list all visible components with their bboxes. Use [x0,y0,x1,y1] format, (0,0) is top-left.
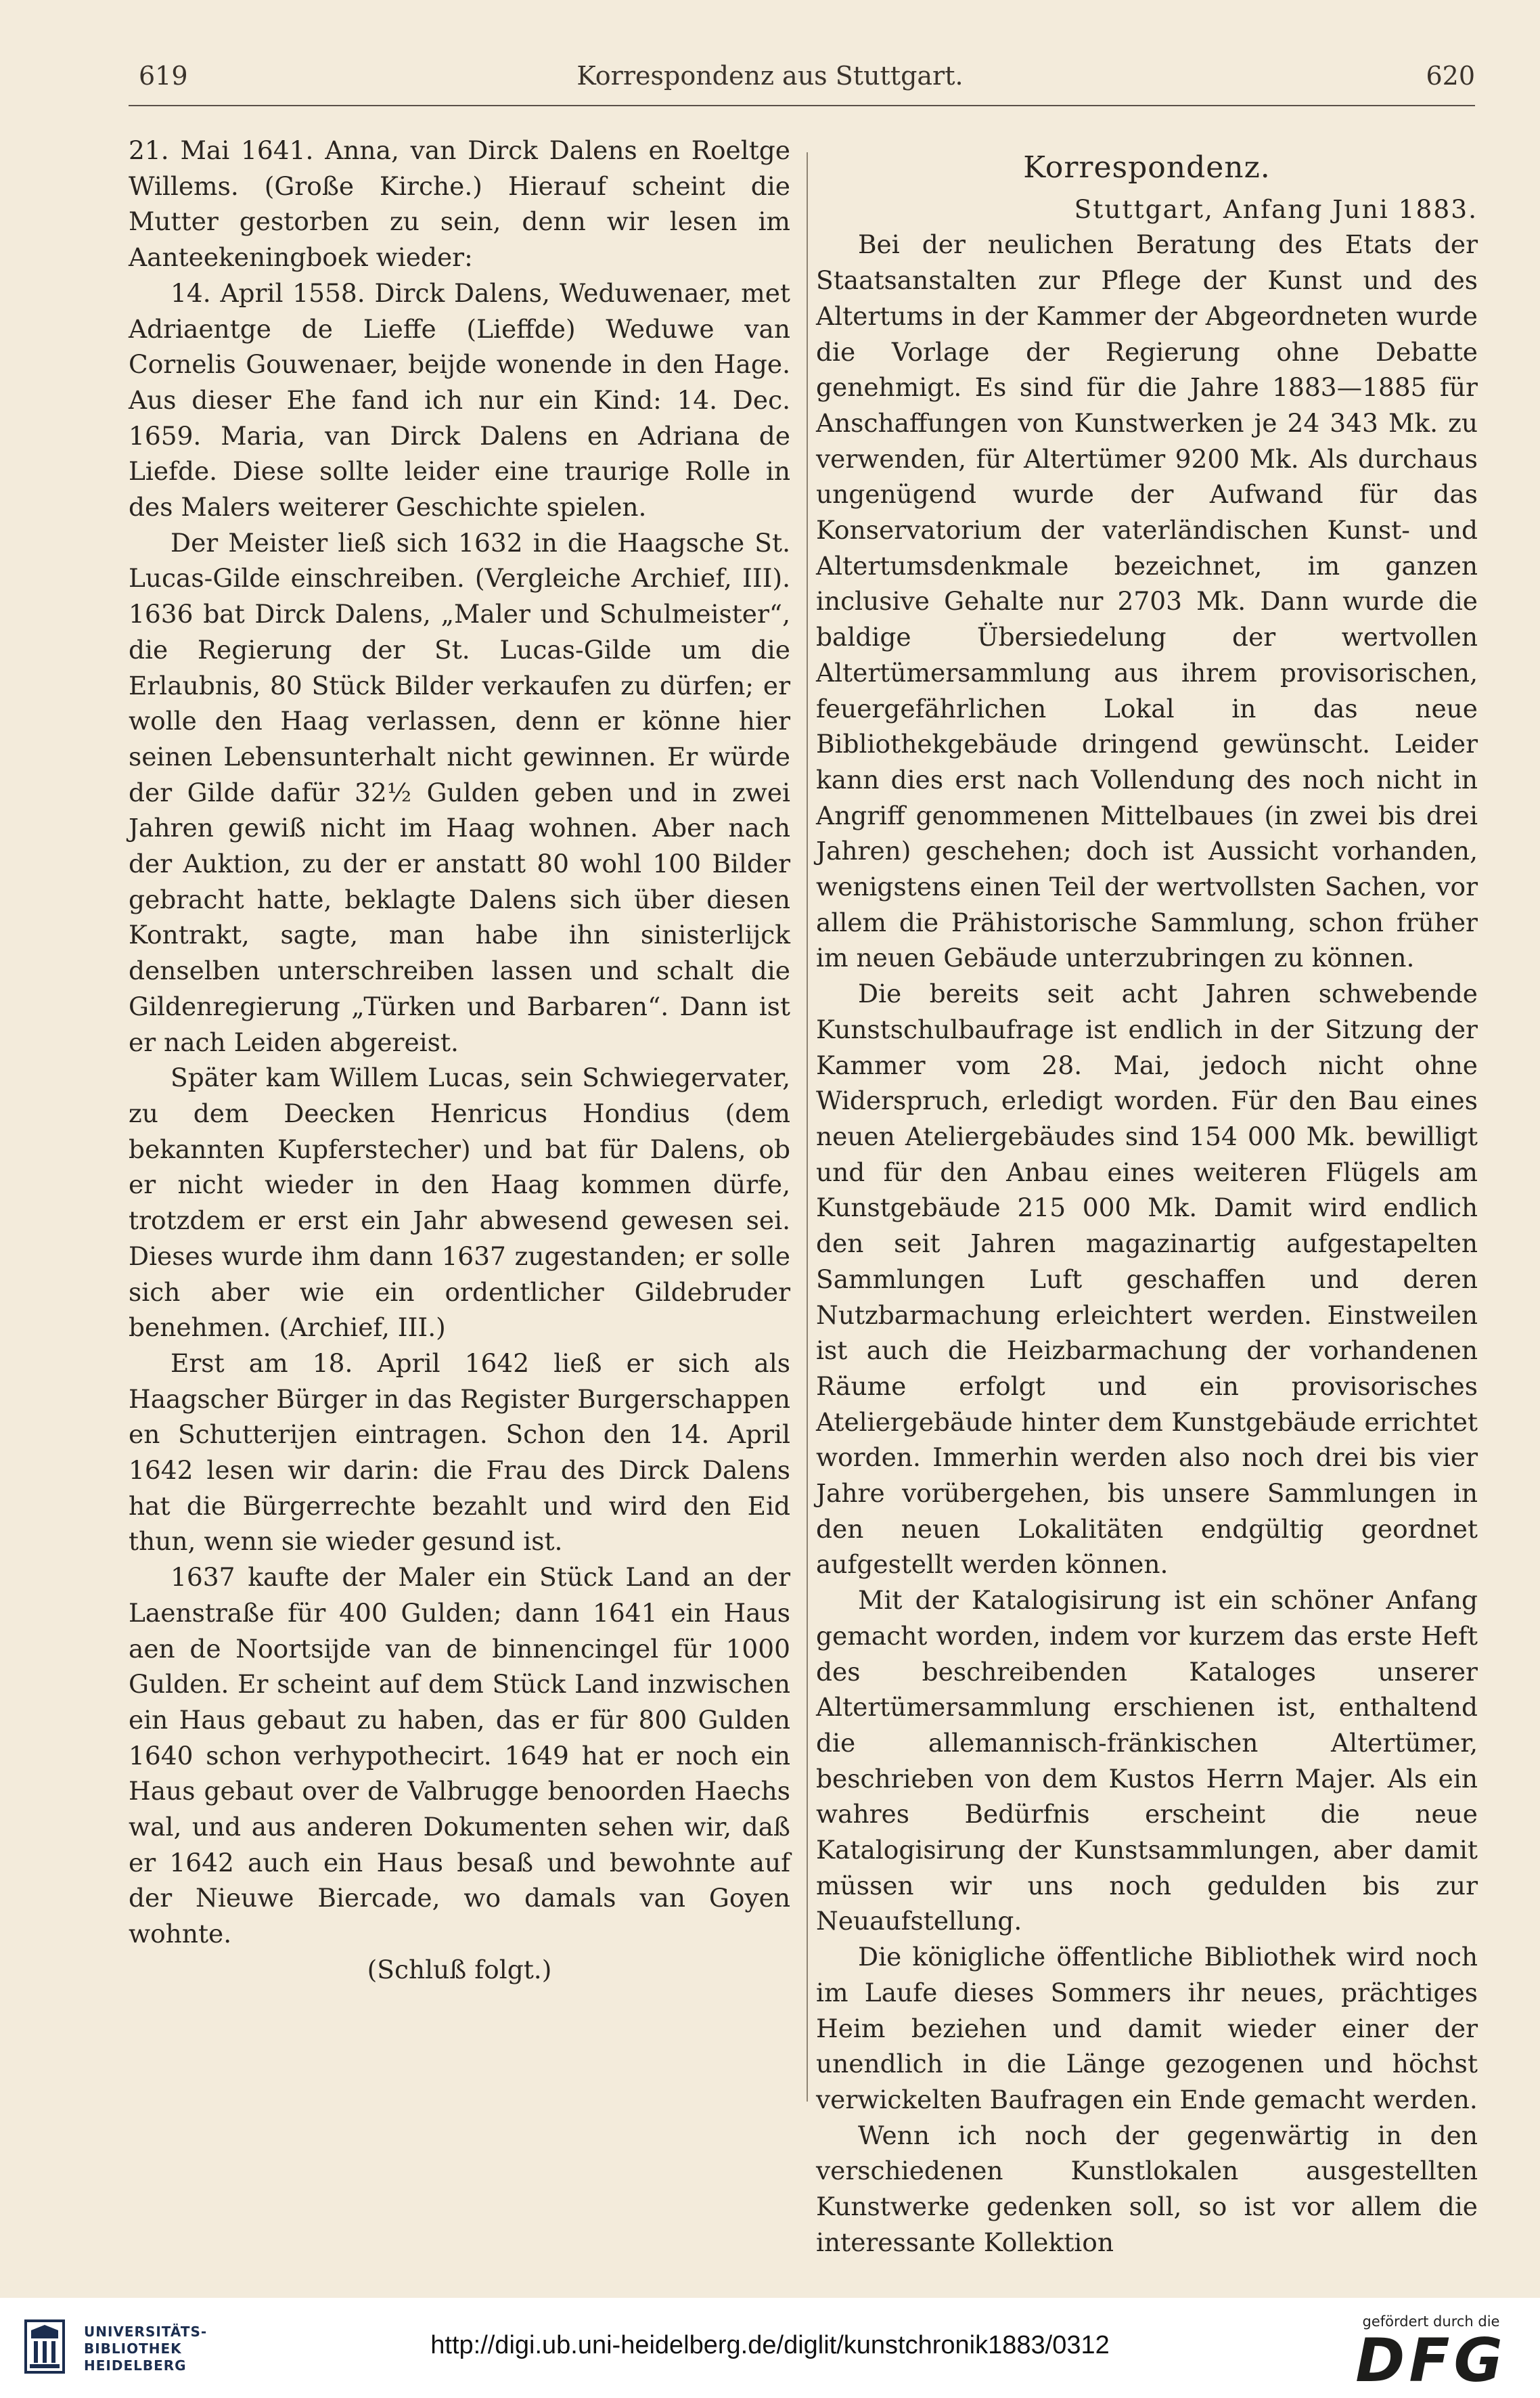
right-paragraph-3: Mit der Katalogisirung ist ein schöner Anfang gemacht worden, indem vor kurzem das erste Heft des beschreibenden Kataloges unserer Altertümersammlung erschienen ist, enthaltend die allemannisch-fränkischen Altertümer, beschrieben von dem Kustos Herrn Majer. Als ein wahres Bedürfnis erscheint die neue Katalogisirung der Kunstsammlungen, aber damit müssen wir uns noch gedulden bis zur Neuaufstellung. [816,1585,1478,1936]
library-line-1: UNIVERSITÄTS- [84,2324,208,2340]
column-divider [807,152,808,2102]
sponsor-block [1346,2313,1516,2395]
left-paragraph-2: 14. April 1558. Dirck Dalens, Weduwenaer, met Adriaentge de Lieffe (Lieffde) Weduwe van Cornelis Gouwenaer, beijde wonende in den Hage. Aus dieser Ehe fand ich nur ein Kind: 14. Dec. 1659. Maria, van Dirck Dalens en Adriana de Liefde. Diese sollte leider eine traurige Rolle in des Malers weiterer Geschichte spielen. [129,277,790,523]
right-paragraph-2: Die bereits seit acht Jahren schwebende Kunstschulbaufrage ist endlich in der Sitzung der Kammer vom 28. Mai, jedoch nicht ohne Widerspruch, erledigt worden. Für den Bau eines neuen Ateliergebäudes sind 154 000 Mk. bewilligt und für den Anbau eines weiteren Flügels am Kunstgebäude 215 000 Mk. Damit wird endlich den seit Jahren magazinartig aufgestapelten Sammlungen Luft geschaffen und deren Nutzbarmachung erleichtert werden. Einstweilen ist auch die Heizbarmachung der vorhandenen Räume erfolgt und ein provisorisches Ateliergebäude hinter dem Kunstgebäude errichtet worden. Immerhin werden also noch drei bis vier Jahre vorübergehen, bis unsere Sammlungen in den neuen Lokalitäten endgültig geordnet aufgestellt werden können. [816,979,1478,1580]
page-number-right: 620 [1426,61,1475,91]
section-title: Korrespondenz. [1023,150,1271,185]
left-paragraph-1: 21. Mai 1641. Anna, van Dirck Dalens en Roeltge Willems. (Große Kirche.) Hierauf scheint die Mutter gestorben zu sein, denn wir lesen im Aanteekeningboek wieder: [129,135,790,273]
right-paragraph-1: Bei der neulichen Beratung des Etats der Staatsanstalten zur Pflege der Kunst und des Altertums in der Kammer der Abgeordneten wurde die Vorlage der Regierung ohne Debatte genehmigt. Es sind für die Jahre 1883—1885 für Anschaffungen von Kunstwerken je 24 343 Mk. zu verwenden, für Altertümer 9200 Mk. Als durchaus ungenügend wurde der Aufwand für das Konservatorium der vaterländischen Kunst- und Altertumsdenkmale bezeichnet, im ganzen inclusive Gehalte nur 2703 Mk. Dann wurde die baldige Übersiedelung der wertvollen Altertümersammlung aus ihrem provisorischen, feuergefährlichen Lokal in das neue Bibliothekgebäude dringend gewünscht. Leider kann dies erst nach Vollendung des noch nicht in Angriff genommenen Mittelbaues (in zwei bis drei Jahren) geschehen; doch ist Aussicht vorhanden, wenigstens einen Teil der wertvollsten Sachen, vor allem die Prähistorische Sammlung, schon früher im neuen Gebäude unterzubringen zu können. [816,229,1478,973]
library-line-3: HEIDELBERG [84,2357,187,2374]
sponsor-label: gefördert durch die [1362,2313,1500,2330]
source-url-link[interactable]: http://digi.ub.uni-heidelberg.de/diglit/kunstchronik1883/0312 [430,2331,1110,2359]
left-paragraph-6: 1637 kaufte der Maler ein Stück Land an der Laenstraße für 400 Gulden; dann 1641 ein Haus aen de Noortsijde van de binnencingel für 1000 Gulden. Er scheint auf dem Stück Land inzwischen ein Haus gebaut zu haben, das er für 800 Gulden 1640 schon verhypothecirt. 1649 hat er noch ein Haus gebaut over de Valbrugge benoorden Haechs wal, und aus anderen Dokumenten sehen wir, daß er 1642 auch ein Haus besaß und bewohnte auf der Nieuwe Biercade, wo damals van Goyen wohnte. [129,1562,790,1949]
page-number-left: 619 [139,61,188,91]
dateline: Stuttgart, Anfang Juni 1883. [1074,194,1478,224]
continuation-note: (Schluß folgt.) [367,1954,552,1984]
left-paragraph-5: Erst am 18. April 1642 ließ er sich als Haagscher Bürger in das Register Burgerschappen en Schutterijen eintragen. Schon den 14. April 1642 lesen wir darin: die Frau des Dirck Dalens hat die Bürgerrechte bezahlt und wird den Eid thun, wenn sie wieder gesund ist. [129,1348,790,1557]
left-paragraph-4: Später kam Willem Lucas, sein Schwiegervater, zu dem Deecken Henricus Hondius (dem bekannten Kupferstecher) und bat für Dalens, ob er nicht wieder in den Haag kommen dürfe, trotzdem er erst ein Jahr abwesend gewesen sei. Dieses wurde ihm dann 1637 zugestanden; er solle sich aber wie ein ordentlicher Gildebruder benehmen. (Archief, III.) [129,1063,790,1343]
right-column [816,150,1478,2260]
dfg-logo: DFG [1355,2326,1507,2395]
running-title: Korrespondenz aus Stuttgart. [576,61,964,91]
header-rule [129,105,1475,106]
left-paragraph-3: Der Meister ließ sich 1632 in die Haagsche St. Lucas-Gilde einschreiben. (Vergleiche Archief, III). 1636 bat Dirck Dalens, „Maler und Schulmeister“, die Regierung der St. Lucas-Gilde um die Erlaubnis, 80 Stück Bilder verkaufen zu dürfen; er wolle den Haag verlassen, denn er könne hier seinen Lebensunterhalt nicht gewinnen. Er würde der Gilde dafür 32½ Gulden geben und in zwei Jahren gewiß nicht im Haag wohnen. Aber nach der Auktion, zu der er anstatt 80 wohl 100 Bilder gebracht hatte, beklagte Dalens sich über diesen Kontrakt, sagte, man habe ihn sinisterlijck denselben unterschreiben lassen und schalt die Gildenregierung „Türken und Barbaren“. Dann ist er nach Leiden abgereist. [129,527,790,1057]
left-column [129,133,790,1988]
right-paragraph-5: Wenn ich noch der gegenwärtig in den verschiedenen Kunstlokalen ausgestellten Kunstwerke gedenken soll, so ist vor allem die interessante Kollektion [816,2120,1478,2257]
right-paragraph-4: Die königliche öffentliche Bibliothek wird noch im Laufe dieses Sommers ihr neues, prächtiges Heim beziehen und damit wieder einer der unendlich in die Länge gezogenen und höchst verwickelten Baufragen ein Ende gemacht werden. [816,1942,1478,2114]
library-line-2: BIBLIOTHEK [84,2340,182,2357]
